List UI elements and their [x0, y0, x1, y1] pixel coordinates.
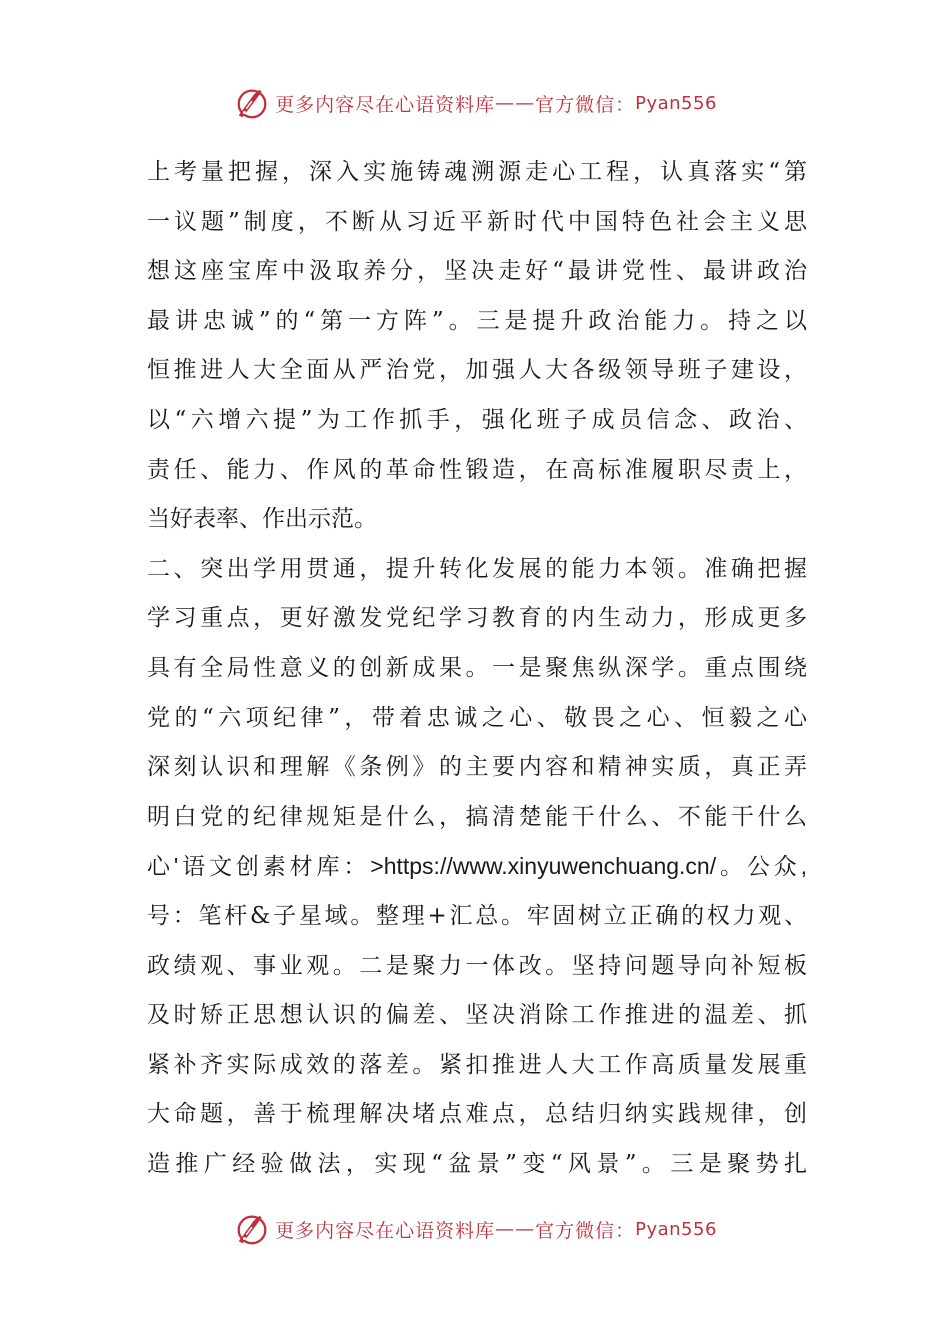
footer-brand: 更多内容尽在心语资料库 [275, 1219, 496, 1242]
footer-wechat-id: Pyan556 [635, 1218, 717, 1240]
document-body [147, 148, 807, 1189]
body-line: 大命题，善于梳理解决堵点难点，总结归纳实践规律，创 [147, 1101, 807, 1128]
footer-banner [0, 1207, 950, 1251]
body-line: 紧补齐实际成效的落差。紧扣推进人大工作高质量发展重 [147, 1051, 807, 1078]
footer-wechat-label: 官方微信： [535, 1219, 636, 1242]
body-line: 最讲忠诚”的“第一方阵”。三是提升政治能力。持之以 [147, 307, 807, 334]
body-line: 学习重点，更好激发党纪学习教育的内生动力，形成更多 [147, 605, 807, 632]
body-line: 心'语文创素材库：>https://www.xinyuwenchuang.cn/。公众, [147, 853, 807, 880]
body-line: 以“六增六提”为工作抓手，强化班子成员信念、政治、 [147, 406, 807, 433]
body-line: 责任、能力、作风的革命性锻造，在高标准履职尽责上， [147, 456, 807, 483]
body-line: 具有全局性意义的创新成果。一是聚焦纵深学。重点围绕 [147, 654, 807, 681]
body-line: 当好表率、作出示范。 [147, 506, 377, 533]
body-line: 恒推进人大全面从严治党，加强人大各级领导班子建设， [147, 357, 807, 384]
body-line: 一议题”制度，不断从习近平新时代中国特色社会主义思 [147, 208, 807, 235]
body-line: 深刻认识和理解《条例》的主要内容和精神实质，真正弄 [147, 754, 807, 781]
body-line: 明白党的纪律规矩是什么，搞清楚能干什么、不能干什么 [147, 803, 807, 830]
footer-dash: —— [495, 1218, 536, 1240]
pen-nib-logo-icon [233, 84, 271, 122]
body-line: 党的“六项纪律”，带着忠诚之心、敬畏之心、恒毅之心 [147, 704, 807, 731]
pen-nib-logo-icon [233, 1210, 271, 1248]
header-brand: 更多内容尽在心语资料库 [275, 93, 496, 116]
body-line: 造推广经验做法，实现“盆景”变“风景”。三是聚势扎 [147, 1150, 807, 1177]
body-line: 号：笔杆&子星域。整理+汇总。牢固树立正确的权力观、 [147, 902, 807, 929]
body-line: 想这座宝库中汲取养分，坚决走好“最讲党性、最讲政治 [147, 258, 807, 285]
body-line: 二、突出学用贯通，提升转化发展的能力本领。准确把握 [147, 555, 807, 582]
header-dash: —— [495, 92, 536, 114]
body-line: 政绩观、事业观。二是聚力一体改。坚持问题导向补短板 [147, 952, 807, 979]
body-line: 及时矫正思想认识的偏差、坚决消除工作推进的温差、抓 [147, 1002, 807, 1029]
header-wechat-id: Pyan556 [635, 92, 717, 114]
body-line: 上考量把握，深入实施铸魂溯源走心工程，认真落实“第 [147, 159, 807, 185]
header-wechat-label: 官方微信： [535, 93, 636, 116]
header-banner [0, 81, 950, 125]
